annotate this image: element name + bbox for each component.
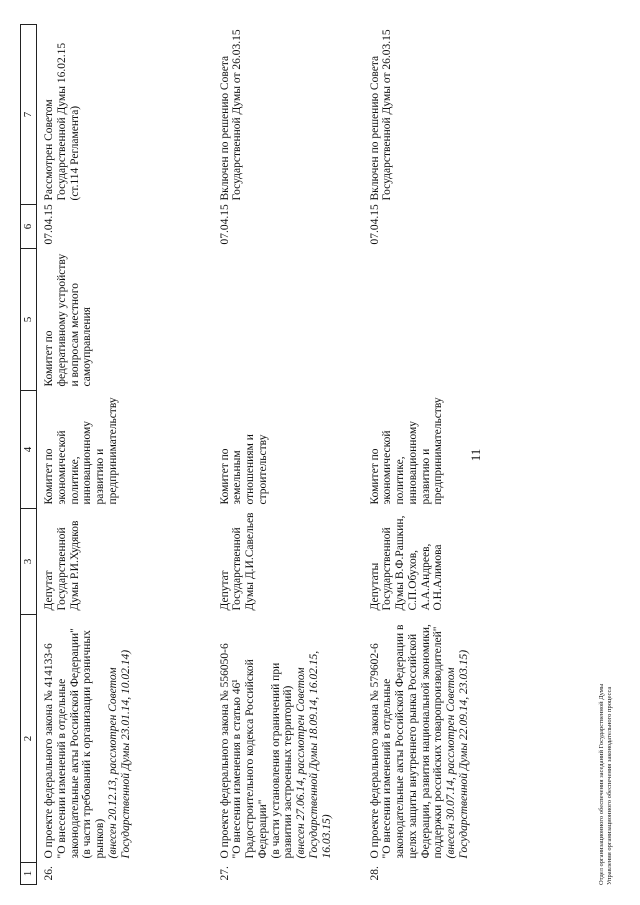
co-committee: [363, 249, 523, 391]
bill-title: "О внесении изменения в статью 46¹ Градостроительного кодекса Российской Федерации": [231, 659, 269, 859]
review-date: 07.04.15: [368, 204, 381, 245]
footer-line-2: Управления организационного обеспечения законодательного процесса: [606, 686, 613, 885]
bill-author: Депутат Государственной Думы Д.И.Савельев: [218, 512, 257, 611]
col-header-7: 7: [21, 25, 37, 205]
agenda-table: [20, 24, 523, 885]
bill-description: [37, 615, 213, 863]
bill-description: [363, 615, 523, 863]
bill-status: Включен по решению Совета Государственной Думы от 26.03.15: [368, 29, 394, 201]
bill-note: (в части требований к организации розничных рынков): [81, 630, 107, 859]
bill-intro: (внесен 30.07.14, рассмотрен Советом Государственной Думы 22.09.14, 23.03.15): [445, 649, 471, 859]
bill-description: [213, 615, 363, 863]
footer-line-1: Отдел организационного обеспечения заседаний Государственной Думы: [598, 683, 605, 885]
table-row: [213, 25, 363, 885]
responsible-committee: Комитет по земельным отношениям и строительству: [218, 434, 269, 505]
bill-number: О проекте федерального закона № 579602-6: [368, 643, 381, 859]
bill-title: "О внесении изменений в отдельные законодательные акты Российской Федерации": [55, 628, 81, 859]
row-number: 26.: [43, 866, 55, 881]
col-header-4: 4: [21, 391, 37, 509]
responsible-committee: Комитет по экономической политике, инновационному развитию и предпринимательству: [43, 397, 119, 505]
table-row: [363, 25, 523, 885]
col-header-1: 1: [21, 863, 37, 885]
bill-status: Рассмотрен Советом Государственной Думы 16.02.15 (ст.114 Регламента): [43, 42, 81, 201]
bill-intro: (внесен 20.12.13, рассмотрен Советом Государственной Думы 23.01.14, 10.02.14): [106, 649, 132, 859]
page-number: 11: [468, 448, 483, 462]
table-row: [37, 25, 213, 885]
bill-number: О проекте федерального закона № 414133-6: [43, 643, 55, 859]
bill-note: (в части установления ограничений при развитии застроенных территорий): [269, 662, 295, 859]
co-committee: [213, 249, 363, 391]
row-number: 27.: [218, 866, 231, 881]
bill-number: О проекте федерального закона № 556050-6: [218, 643, 231, 859]
bill-title: "О внесении изменений в отдельные законодательные акты Российской Федерации в целях защиты внутреннего рынка Российской Федерации, развития национальной экономики, поддержки российских товаропроизводителей": [381, 624, 445, 859]
review-date: 07.04.15: [218, 204, 231, 245]
footer: [598, 385, 614, 885]
bill-author: Депутаты Государственной Думы В.Ф.Рашкин, С.П.Обухов, А.А.Андреев, О.Н.Алимова: [368, 515, 445, 611]
review-date: 07.04.15: [43, 204, 55, 245]
col-header-2: 2: [21, 615, 37, 863]
responsible-committee: Комитет по экономической политике, инновационному развитию и предпринимательству: [368, 397, 445, 505]
col-header-5: 5: [21, 249, 37, 391]
bill-author: Депутат Государственной Думы Р.И.Худяков: [43, 520, 81, 611]
header-row: [21, 25, 37, 885]
row-number: 28.: [368, 866, 381, 881]
col-header-3: 3: [21, 509, 37, 615]
bill-intro: (внесен 27.06.14, рассмотрен Советом Государственной Думы 18.09.14, 16.02.15, 16.03.15): [295, 650, 333, 859]
bill-status: Включен по решению Совета Государственной Думы от 26.03.15: [218, 29, 244, 201]
col-header-6: 6: [21, 205, 37, 249]
rotated-page-content: [20, 25, 620, 885]
co-committee: Комитет по федеративному устройству и вопросам местного самоуправления: [43, 253, 94, 387]
